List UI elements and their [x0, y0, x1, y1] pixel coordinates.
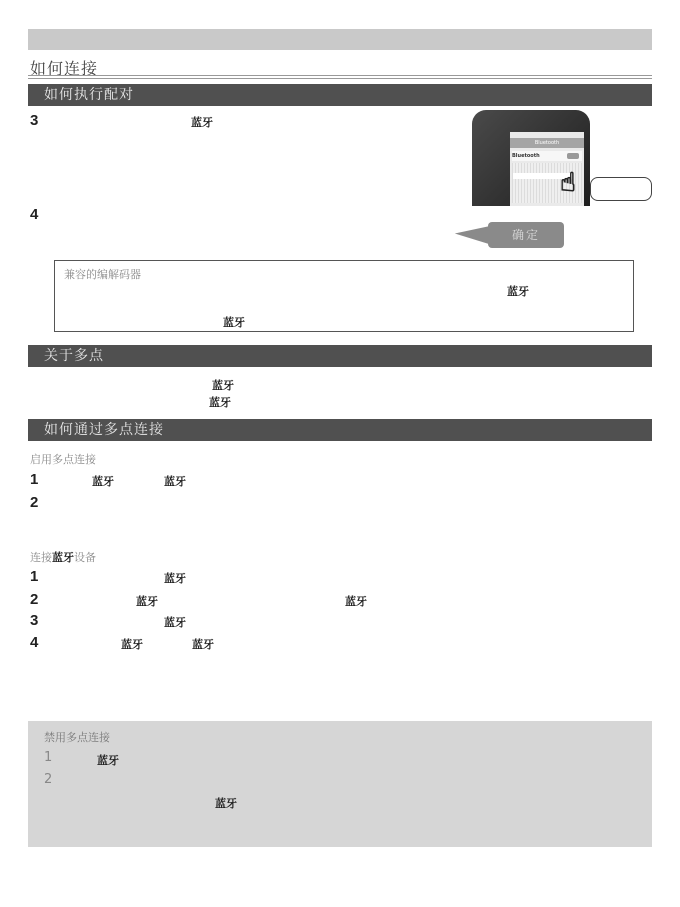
section-header-multipoint-connect — [28, 419, 652, 441]
heading-text: 连接 — [30, 551, 52, 564]
step-number: 2 — [30, 591, 39, 608]
phone-screen-bluetooth-row — [512, 151, 582, 161]
bluetooth-term: 蓝牙 — [223, 316, 245, 329]
step-number: 1 — [30, 471, 39, 488]
bluetooth-term: 蓝牙 — [164, 616, 186, 629]
bluetooth-term: 蓝牙 — [97, 754, 119, 767]
step-number: 4 — [30, 206, 39, 223]
disable-multipoint-heading: 禁用多点连接 — [44, 731, 110, 744]
section-header-label: 如何执行配对 — [44, 87, 134, 103]
bluetooth-term: 蓝牙 — [191, 116, 213, 129]
toggle-icon — [567, 153, 579, 159]
bluetooth-term: 蓝牙 — [92, 475, 114, 488]
section-header-label: 关于多点 — [44, 348, 104, 364]
bluetooth-term: 蓝牙 — [164, 475, 186, 488]
section-header-label: 如何通过多点连接 — [44, 422, 164, 438]
bluetooth-term: 蓝牙 — [192, 638, 214, 651]
title-rule — [28, 75, 652, 76]
section-header-about-multipoint — [28, 345, 652, 367]
bluetooth-term: 蓝牙 — [121, 638, 143, 651]
step-number: 2 — [44, 772, 53, 787]
phone-screen-header: Bluetooth — [510, 138, 584, 148]
confirm-callout: 确定 — [488, 222, 564, 248]
bluetooth-term: 蓝牙 — [209, 396, 231, 409]
phone-screen-row-label: Bluetooth — [512, 153, 540, 159]
step-number: 4 — [30, 634, 39, 651]
heading-text: 设备 — [74, 551, 96, 564]
bluetooth-term: 蓝牙 — [52, 551, 74, 564]
bluetooth-term: 蓝牙 — [215, 797, 237, 810]
bluetooth-term: 蓝牙 — [164, 572, 186, 585]
title-rule-2 — [28, 78, 652, 79]
step-number: 1 — [44, 750, 53, 765]
step-number: 2 — [30, 494, 39, 511]
connect-devices-heading — [30, 549, 96, 565]
page-title: 如何连接 — [30, 59, 99, 78]
callout-bubble — [590, 177, 652, 201]
step-number: 3 — [30, 112, 39, 129]
bluetooth-term: 蓝牙 — [136, 595, 158, 608]
step-number: 3 — [30, 612, 39, 629]
bluetooth-term: 蓝牙 — [345, 595, 367, 608]
disable-multipoint-box — [28, 721, 652, 847]
step-number: 1 — [30, 568, 39, 585]
codec-box-title: 兼容的编解码器 — [64, 268, 141, 281]
bluetooth-term: 蓝牙 — [507, 285, 529, 298]
codec-info-box — [54, 260, 634, 332]
pointing-hand-icon: ☝ — [560, 168, 576, 198]
enable-multipoint-heading: 启用多点连接 — [30, 453, 96, 466]
top-banner — [28, 29, 652, 50]
section-header-pairing — [28, 84, 652, 106]
bluetooth-term: 蓝牙 — [212, 379, 234, 392]
